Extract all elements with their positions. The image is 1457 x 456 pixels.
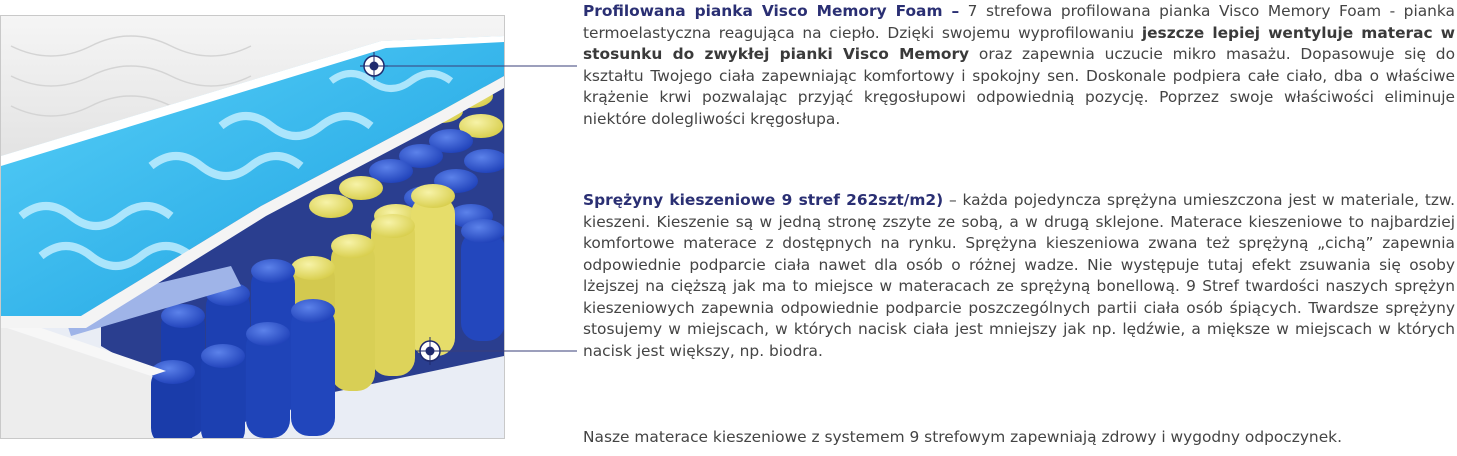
foam-heading: Profilowana pianka Visco Memory Foam –	[583, 2, 960, 20]
closing-sentence: Nasze materace kieszeniowe z systemem 9 strefowym zapewniają zdrowy i wygodny odpoczynek.	[583, 428, 1342, 446]
foam-bold-text: jeszcze lepiej wentyluje materac w stosunku do zwykłej pianki Visco Memory	[583, 23, 1455, 63]
foam-text-2: oraz zapewnia uczucie mikro masażu. Dopasowuje się do kształtu Twojego ciała zapewniając komfortowy i spokojny sen. Doskonale podpiera całe ciało, dba o właściwe krążenie krwi pozwalając przyjąć kręgosłupowi odpowiednią pozycję. Poprzez swoje właściwości eliminuje niektóre dolegliwości kręgosłupa.	[583, 45, 1455, 128]
springs-heading: Sprężyny kieszeniowe 9 stref 262szt/m2)	[583, 191, 944, 209]
mattress-cross-section	[1, 16, 504, 438]
mattress-illustration	[0, 15, 505, 439]
springs-text: – każda pojedyncza sprężyna umieszczona jest w materiale, tzw. kieszeni. Kieszenie są w jedną stronę zszyte ze sobą, a w drugą sklejone. Materace kieszeniowe to najbardziej komfortowe materace z dostępnych na rynku. Sprężyna kieszeniowa zwana też sprężyną „cichą” zapewnia odpowiednie podparcie ciała nawet dla osób o różnej wadze. Nie występuje tutaj efekt zsuwania się osoby lżejszej na cięższą jak ma to miejsce w materacach ze sprężyną bonellową. 9 Stref twardości naszych sprężyn kieszeniowych zapewnia odpowiednie podparcie poszczególnych partii ciała osób śpiących. Twardsze sprężyny stosujemy w miejscach, w których nacisk ciała jest mniejszy jak np. lędźwie, a miększe w miejscach w których nacisk jest większy, np. biodra.	[583, 191, 1456, 360]
springs-description	[583, 190, 1455, 362]
foam-text-1: 7 strefowa profilowana pianka Visco Memory Foam - pianka termoelastyczna reagująca na ciepło. Dzięki swojemu wyprofilowaniu	[583, 2, 1455, 42]
foam-description	[583, 1, 1455, 130]
